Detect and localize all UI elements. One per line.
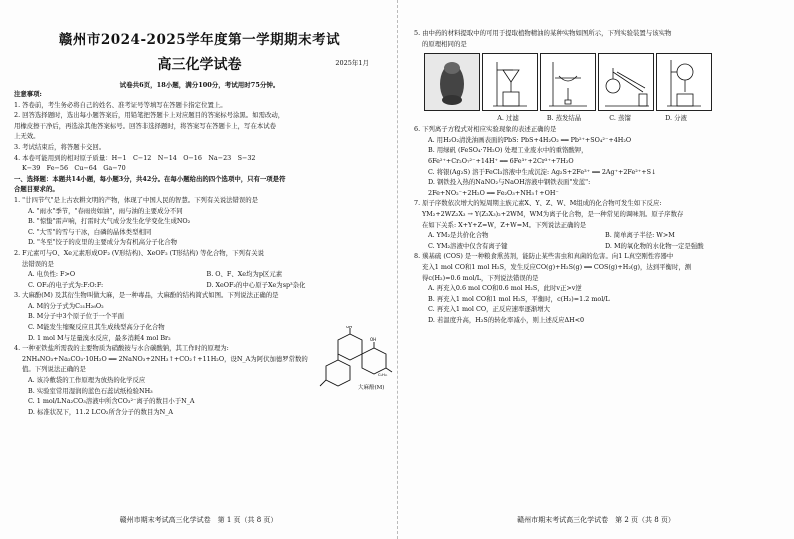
evaporation-apparatus-image (540, 53, 596, 111)
svg-text:OH: OH (346, 326, 353, 329)
q7-options-row (414, 241, 782, 252)
question-6: 6. 下列离子方程式对相应实验现象的表述正确的是 (414, 125, 557, 134)
question-7: 7. 原子序数依次增大的短周期主族元素X、Y、Z、W、M组成的化合物可发生如下反应: (414, 199, 662, 208)
cannabinol-structure-figure (318, 326, 394, 390)
q3-option-c: C. M能发生缩聚反应且其生成线型高分子化合物 (28, 323, 165, 332)
q2-option-d: D. XeOF₂的中心原子Xe为sp³杂化 (206, 280, 306, 289)
notice-line: 1. 答卷前，考生务必将自己的姓名、准考证号等填写在答题卡指定位置上。 (14, 100, 227, 109)
exam-subtitle (14, 54, 385, 74)
q3-option-d: D. 1 mol M与足量溴水反应，最多消耗4 mol Br₂ (28, 333, 171, 342)
q7-option-b: B. 简单离子半径: W>M (605, 231, 675, 240)
question-7-reaction: YM₂+2WZ₂X₃ → Y(Z₂X₃)₂+2WM，WM为离子化合物，是一种常见的调味剂。原子序数存 (422, 209, 684, 218)
question-4: 4. 一种亚铁盐所需我的主要物质为硝酸铵与水合碳酸钠，其工作时的原理为: (14, 344, 229, 353)
question-8-cont: 充入1 mol CO和1 mol H₂S，发生反应CO(g)+H₂S(g) ══ COS(g)+H₂(g)，达到平衡时，测 (422, 262, 692, 271)
herbal-material-photo (424, 53, 480, 111)
q2-option-c: C. OF₂的电子式为:F:O:F: (28, 280, 104, 289)
q5-option-b: B. 蒸发结晶 (546, 114, 582, 123)
q6-option-d: D. 钢铁投入热的NaNO₂与NaOH溶液中钢铁表面"发蓝": (428, 178, 591, 187)
notice-line: 上无效。 (14, 132, 40, 141)
exam-info: 试卷共6页，18小题，满分100分，考试用时75分钟。 (119, 81, 280, 89)
lab-apparatus-images (424, 53, 782, 111)
question-3: 3. 大麻酚(M) 及其衍生物叫做大麻，是一种毒品，大麻酚的结构简式如图。下列说法正确的是 (14, 291, 279, 300)
page-2 (397, 0, 794, 539)
q7-options-row (414, 230, 782, 241)
q6-option-d-equation: 2Fe+NO₂⁻+2H₂O ══ Fe₂O₃+NH₃↑+OH⁻ (428, 188, 559, 197)
q8-option-d: D. 若温度升高，H₂S的转化率减小，则上述反应ΔH<0 (428, 315, 585, 324)
q4-option-d: D. 标准状况下，11.2 LCO₂所含分子的数目为N_A (28, 407, 174, 416)
question-5-cont: 的原理相同的是 (422, 39, 467, 48)
notice-line: K−39 Fe−56 Cu−64 Ga−70 (22, 164, 126, 173)
notice-line: 2. 回答选择题时，选出每小题答案后，用铅笔把答题卡上对应题目的答案标号涂黑。如需改动， (14, 111, 285, 120)
q2-options-row (14, 269, 385, 280)
question-8-cont: 得c(H₂)=0.6 mol/L，下列说法错误的是 (422, 273, 539, 282)
q6-option-b-equation: 6Fe²⁺+Cr₂O₇²⁻+14H⁺ ══ 6Fe³⁺+2Cr³⁺+7H₂O (428, 156, 574, 165)
lab-options-row (424, 113, 782, 122)
q4-option-a: A. 该冷敷袋的工作原理为放热的化学反应 (28, 376, 146, 385)
svg-text:C₅H₁₁: C₅H₁₁ (378, 373, 388, 377)
q7-option-c: C. YM₂溶液中仅含有离子键 (428, 241, 508, 250)
q3-option-a: A. M的分子式为C₂₁H₂₆O₂ (28, 301, 104, 310)
question-1: 1. "廿四节气"是上古农耕文明的产物，体现了中国人民的智慧。下列有关说法错误的是 (14, 195, 259, 204)
q6-option-a: A. 用H₂O₂清洗油画表面的PbS: PbS+4H₂O₂ ══ Pb²⁺+SO₄²⁻+4H₂O (428, 135, 632, 144)
filtration-apparatus-image (482, 53, 538, 111)
question-8: 8. 羰基硫 (COS) 是一种粮食熏蒸剂，能防止某些害虫和真菌的危害。向1 L真空刚性容器中 (414, 252, 674, 261)
notice-heading: 注意事项: (14, 90, 42, 98)
q7-option-d: D. M的氧化物的水化物一定是强酸 (605, 241, 704, 250)
q2-option-a: A. 电负性: F>O (28, 270, 76, 279)
q6-option-c: C. 将银(Ag₂S) 溶于FeCl₃溶液中生成沉淀: Ag₂S+2Fe³⁺ ══ 2Ag⁺+2Fe²⁺+S↓ (428, 167, 657, 176)
question-2-cont: 法错误的是 (22, 259, 54, 268)
q7-option-a: A. YM₂是共价化合物 (428, 231, 489, 240)
question-2: 2. F元素可与O、Xe元素形成OF₂ (V形结构)、XeOF₂ (T形结构) 等化合物，下列有关说 (14, 248, 265, 257)
notice-line: 3. 考试结束后，将答题卡交回。 (14, 142, 106, 151)
q5-option-a: A. 过滤 (497, 114, 519, 123)
subtitle-text: 高三化学试卷 (157, 57, 242, 73)
page-footer: 赣州市期末考试高三化学试卷 第 1 页（共 8 页） (119, 516, 278, 524)
notice-line: 用橡皮擦干净后，再选涂其他答案标号。回答非选择题时，将答案写在答题卡上，写在本试卷 (14, 121, 277, 130)
structure-caption: 大麻酚(M) (358, 385, 385, 391)
q8-option-a: A. 再充入0.6 mol CO和0.6 mol H₂S，此时v正>v逆 (428, 284, 582, 293)
question-5: 5. 由中药的材料提取中的可用于提取植物精油的某种实物如图所示，下列实验装置与该实物 (414, 29, 672, 37)
exam-date: 2025年1月 (335, 59, 369, 67)
q2-options-row (14, 280, 385, 291)
q2-option-b: B. O、F、Xe均为p区元素 (206, 270, 283, 279)
question-7-cont: 在如下关系: X+Y+Z=W，Z+W=M。下列说法正确的是 (422, 220, 587, 229)
q1-option-c: C. "大雪"的雪与干冰，白磷的晶体类型相同 (28, 227, 152, 236)
section-heading-cont: 合题目要求的。 (14, 185, 59, 194)
q1-option-d: D. "冬至"饺子的皮里的主要成分为有机高分子化合物 (28, 238, 178, 247)
q8-option-b: B. 再充入1 mol CO和1 mol H₂S，平衡时，c(H₂)=1.2 mol/L (428, 294, 610, 303)
section-heading: 一、选择题：本题共14小题，每小题3分，共42分。在每小题给出的四个选项中，只有一项是符 (14, 174, 286, 183)
q1-option-b: B. "惊蛰"雷声响，打雷时大气成分发生化学变化生成NO₂ (28, 217, 191, 226)
q4-option-b: B. 实验室常用湿润的蓝色石蕊试纸检验NH₃ (28, 386, 153, 395)
q1-option-a: A. "雨水"季节，"春雨贵如油"，雨与油的主要成分不同 (28, 206, 183, 215)
exam-title: 赣州市2024-2025学年度第一学期期末考试 (58, 32, 341, 48)
q4-option-c: C. 1 mol/LNa₂CO₃溶液中所含CO₃²⁻离子的数目小于N_A (28, 397, 195, 406)
page-footer: 赣州市期末考试高三化学试卷 第 2 页（共 8 页） (517, 516, 675, 524)
q5-option-d: D. 分液 (665, 114, 687, 123)
q6-option-b: B. 用绿矾 (FeSO₄·7H₂O) 处理工业废水中的重铬酸钾， (428, 146, 588, 155)
q5-option-c: C. 蒸馏 (609, 114, 631, 123)
separatory-funnel-image (656, 53, 712, 111)
distillation-apparatus-image (598, 53, 654, 111)
q3-option-b: B. M分子中3个原子位于一个平面 (28, 312, 125, 321)
notice-line: 4. 本卷可能用到的相对原子质量：H−1 C−12 N−14 O−16 Na−23 S−32 (14, 153, 256, 162)
q8-option-c: C. 再充入1 mol CO，正反应速率逐渐增大 (428, 305, 551, 314)
svg-text:OH: OH (370, 337, 377, 342)
question-4-equation: 2NH₄NO₃+Na₂CO₃·10H₂O ══ 2NaNO₃+2NH₃↑+CO₂↑+11H₂O，设N_A为阿伏加德罗常数的 (22, 354, 308, 363)
question-4-cont: 值。下列说法正确的是 (22, 365, 86, 374)
